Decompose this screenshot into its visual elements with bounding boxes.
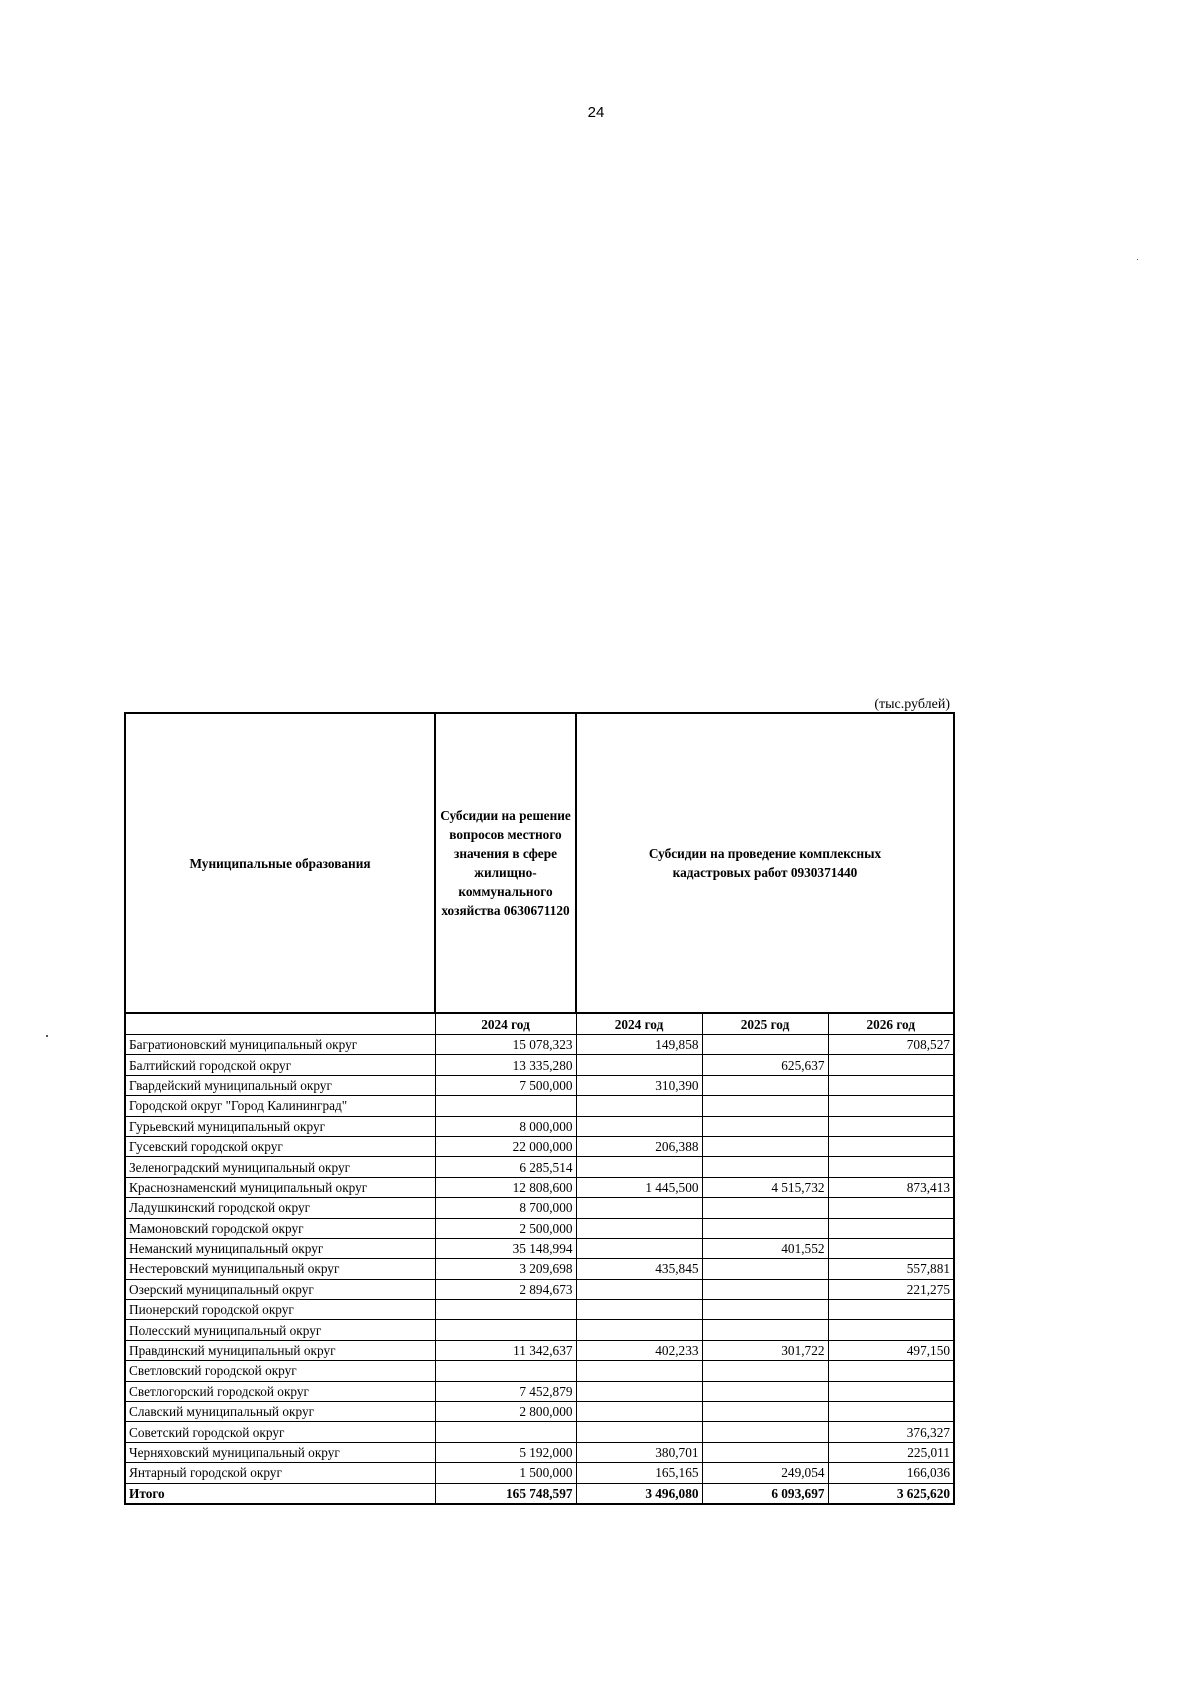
value-housing-2024: 2 500,000 — [435, 1218, 576, 1238]
value-cad-2025: 301,722 — [702, 1340, 828, 1360]
municipality-name: Мамоновский городской округ — [125, 1218, 435, 1238]
value-cad-2025 — [702, 1442, 828, 1462]
municipality-name: Балтийский городской округ — [125, 1055, 435, 1075]
municipality-name: Янтарный городской округ — [125, 1463, 435, 1483]
municipality-name: Озерский муниципальный округ — [125, 1279, 435, 1299]
units-label: (тыс.рублей) — [874, 697, 950, 712]
value-cad-2025: 625,637 — [702, 1055, 828, 1075]
municipality-name: Краснознаменский муниципальный округ — [125, 1177, 435, 1197]
table-row — [125, 1177, 954, 1197]
value-cad-2026: 557,881 — [828, 1259, 954, 1279]
value-cad-2025 — [702, 1218, 828, 1238]
value-cad-2024 — [576, 1320, 702, 1340]
table-row — [125, 1055, 954, 1075]
table-row — [125, 1279, 954, 1299]
value-housing-2024: 8 700,000 — [435, 1198, 576, 1218]
municipality-name: Городской округ "Город Калининград" — [125, 1096, 435, 1116]
value-cad-2026: 3 625,620 — [828, 1483, 954, 1504]
value-cad-2026: 225,011 — [828, 1442, 954, 1462]
value-cad-2024 — [576, 1361, 702, 1381]
municipality-name: Черняховский муниципальный округ — [125, 1442, 435, 1462]
municipality-name: Светлогорский городской округ — [125, 1381, 435, 1401]
value-cad-2025 — [702, 1259, 828, 1279]
value-cad-2026 — [828, 1218, 954, 1238]
header-municipalities: Муниципальные образования — [125, 713, 435, 1013]
value-cad-2025 — [702, 1136, 828, 1156]
value-housing-2024: 13 335,280 — [435, 1055, 576, 1075]
value-housing-2024: 7 452,879 — [435, 1381, 576, 1401]
value-cad-2026: 873,413 — [828, 1177, 954, 1197]
value-cad-2024: 402,233 — [576, 1340, 702, 1360]
value-housing-2024 — [435, 1096, 576, 1116]
scan-speck — [46, 1035, 48, 1037]
year-cadastral-2024: 2024 год — [576, 1013, 702, 1035]
value-cad-2024 — [576, 1422, 702, 1442]
value-cad-2026: 497,150 — [828, 1340, 954, 1360]
municipality-name: Зеленоградский муниципальный округ — [125, 1157, 435, 1177]
municipality-name: Гвардейский муниципальный округ — [125, 1075, 435, 1095]
value-cad-2026 — [828, 1320, 954, 1340]
year-blank-cell — [125, 1013, 435, 1035]
municipality-name: Гурьевский муниципальный округ — [125, 1116, 435, 1136]
municipality-name: Багратионовский муниципальный округ — [125, 1035, 435, 1055]
value-cad-2026: 376,327 — [828, 1422, 954, 1442]
value-cad-2025 — [702, 1096, 828, 1116]
value-cad-2025 — [702, 1422, 828, 1442]
municipality-name: Гусевский городской округ — [125, 1136, 435, 1156]
municipality-name: Ладушкинский городской округ — [125, 1198, 435, 1218]
year-row — [125, 1013, 954, 1035]
value-cad-2025 — [702, 1075, 828, 1095]
subsidy-table — [124, 712, 955, 1505]
value-cad-2025 — [702, 1381, 828, 1401]
value-cad-2024: 380,701 — [576, 1442, 702, 1462]
value-cad-2025: 401,552 — [702, 1238, 828, 1258]
value-cad-2024 — [576, 1055, 702, 1075]
table-row — [125, 1116, 954, 1136]
value-cad-2026 — [828, 1381, 954, 1401]
value-cad-2024 — [576, 1157, 702, 1177]
value-housing-2024: 11 342,637 — [435, 1340, 576, 1360]
value-cad-2024 — [576, 1402, 702, 1422]
value-cad-2025 — [702, 1279, 828, 1299]
value-cad-2026 — [828, 1238, 954, 1258]
value-cad-2024 — [576, 1381, 702, 1401]
table-row — [125, 1096, 954, 1116]
value-cad-2025 — [702, 1157, 828, 1177]
value-cad-2026 — [828, 1198, 954, 1218]
value-cad-2024: 435,845 — [576, 1259, 702, 1279]
value-cad-2026 — [828, 1136, 954, 1156]
value-cad-2026 — [828, 1361, 954, 1381]
table-row — [125, 1300, 954, 1320]
value-cad-2026 — [828, 1116, 954, 1136]
value-housing-2024: 5 192,000 — [435, 1442, 576, 1462]
header-cadastral-subsidy: Субсидии на проведение комплексных кадастровых работ 0930371440 — [576, 713, 954, 1013]
table-row — [125, 1035, 954, 1055]
header-housing-subsidy: Субсидии на решение вопросов местного значения в сфере жилищно-коммунального хозяйства 0630671120 — [435, 713, 576, 1013]
value-housing-2024: 1 500,000 — [435, 1463, 576, 1483]
value-cad-2026 — [828, 1075, 954, 1095]
value-cad-2026: 221,275 — [828, 1279, 954, 1299]
value-housing-2024 — [435, 1361, 576, 1381]
value-housing-2024: 22 000,000 — [435, 1136, 576, 1156]
value-cad-2025 — [702, 1361, 828, 1381]
value-housing-2024: 3 209,698 — [435, 1259, 576, 1279]
value-cad-2026 — [828, 1300, 954, 1320]
value-housing-2024 — [435, 1422, 576, 1442]
table-row — [125, 1320, 954, 1340]
value-cad-2024 — [576, 1218, 702, 1238]
municipality-name: Советский городской округ — [125, 1422, 435, 1442]
table-row — [125, 1361, 954, 1381]
municipality-name: Полесский муниципальный округ — [125, 1320, 435, 1340]
value-housing-2024: 2 800,000 — [435, 1402, 576, 1422]
value-cad-2024: 149,858 — [576, 1035, 702, 1055]
value-cad-2024: 1 445,500 — [576, 1177, 702, 1197]
value-cad-2024 — [576, 1279, 702, 1299]
header-row — [125, 713, 954, 1013]
value-cad-2025: 4 515,732 — [702, 1177, 828, 1197]
value-cad-2026: 708,527 — [828, 1035, 954, 1055]
value-housing-2024: 8 000,000 — [435, 1116, 576, 1136]
value-housing-2024: 12 808,600 — [435, 1177, 576, 1197]
value-cad-2026 — [828, 1402, 954, 1422]
table-row — [125, 1259, 954, 1279]
municipality-name: Нестеровский муниципальный округ — [125, 1259, 435, 1279]
year-housing-2024: 2024 год — [435, 1013, 576, 1035]
municipality-name: Неманский муниципальный округ — [125, 1238, 435, 1258]
table-row — [125, 1422, 954, 1442]
table-row — [125, 1381, 954, 1401]
value-cad-2024: 310,390 — [576, 1075, 702, 1095]
value-cad-2024 — [576, 1116, 702, 1136]
scan-speck — [1137, 259, 1138, 260]
total-label: Итого — [125, 1483, 435, 1504]
value-cad-2025 — [702, 1198, 828, 1218]
value-housing-2024: 15 078,323 — [435, 1035, 576, 1055]
table-row — [125, 1157, 954, 1177]
table-row — [125, 1218, 954, 1238]
year-cadastral-2026: 2026 год — [828, 1013, 954, 1035]
table-row — [125, 1198, 954, 1218]
total-row — [125, 1483, 954, 1504]
value-housing-2024: 165 748,597 — [435, 1483, 576, 1504]
value-housing-2024: 2 894,673 — [435, 1279, 576, 1299]
value-cad-2026 — [828, 1055, 954, 1075]
table-row — [125, 1442, 954, 1462]
table-row — [125, 1136, 954, 1156]
table-row — [125, 1075, 954, 1095]
value-cad-2024: 165,165 — [576, 1463, 702, 1483]
value-cad-2024 — [576, 1096, 702, 1116]
year-cadastral-2025: 2025 год — [702, 1013, 828, 1035]
value-cad-2025 — [702, 1116, 828, 1136]
value-cad-2025 — [702, 1035, 828, 1055]
value-housing-2024 — [435, 1300, 576, 1320]
value-cad-2024 — [576, 1238, 702, 1258]
value-cad-2024: 206,388 — [576, 1136, 702, 1156]
value-housing-2024: 6 285,514 — [435, 1157, 576, 1177]
table-row — [125, 1402, 954, 1422]
value-cad-2025 — [702, 1402, 828, 1422]
value-housing-2024: 7 500,000 — [435, 1075, 576, 1095]
value-cad-2025 — [702, 1320, 828, 1340]
municipality-name: Пионерский городской округ — [125, 1300, 435, 1320]
value-cad-2024: 3 496,080 — [576, 1483, 702, 1504]
value-cad-2024 — [576, 1198, 702, 1218]
table-row — [125, 1463, 954, 1483]
value-housing-2024: 35 148,994 — [435, 1238, 576, 1258]
municipality-name: Славский муниципальный округ — [125, 1402, 435, 1422]
municipality-name: Правдинский муниципальный округ — [125, 1340, 435, 1360]
value-cad-2024 — [576, 1300, 702, 1320]
page-number: 24 — [587, 104, 605, 121]
value-cad-2025: 6 093,697 — [702, 1483, 828, 1504]
value-cad-2025 — [702, 1300, 828, 1320]
value-cad-2026 — [828, 1096, 954, 1116]
table-row — [125, 1340, 954, 1360]
municipality-name: Светловский городской округ — [125, 1361, 435, 1381]
table-row — [125, 1238, 954, 1258]
value-cad-2026 — [828, 1157, 954, 1177]
value-housing-2024 — [435, 1320, 576, 1340]
value-cad-2026: 166,036 — [828, 1463, 954, 1483]
value-cad-2025: 249,054 — [702, 1463, 828, 1483]
